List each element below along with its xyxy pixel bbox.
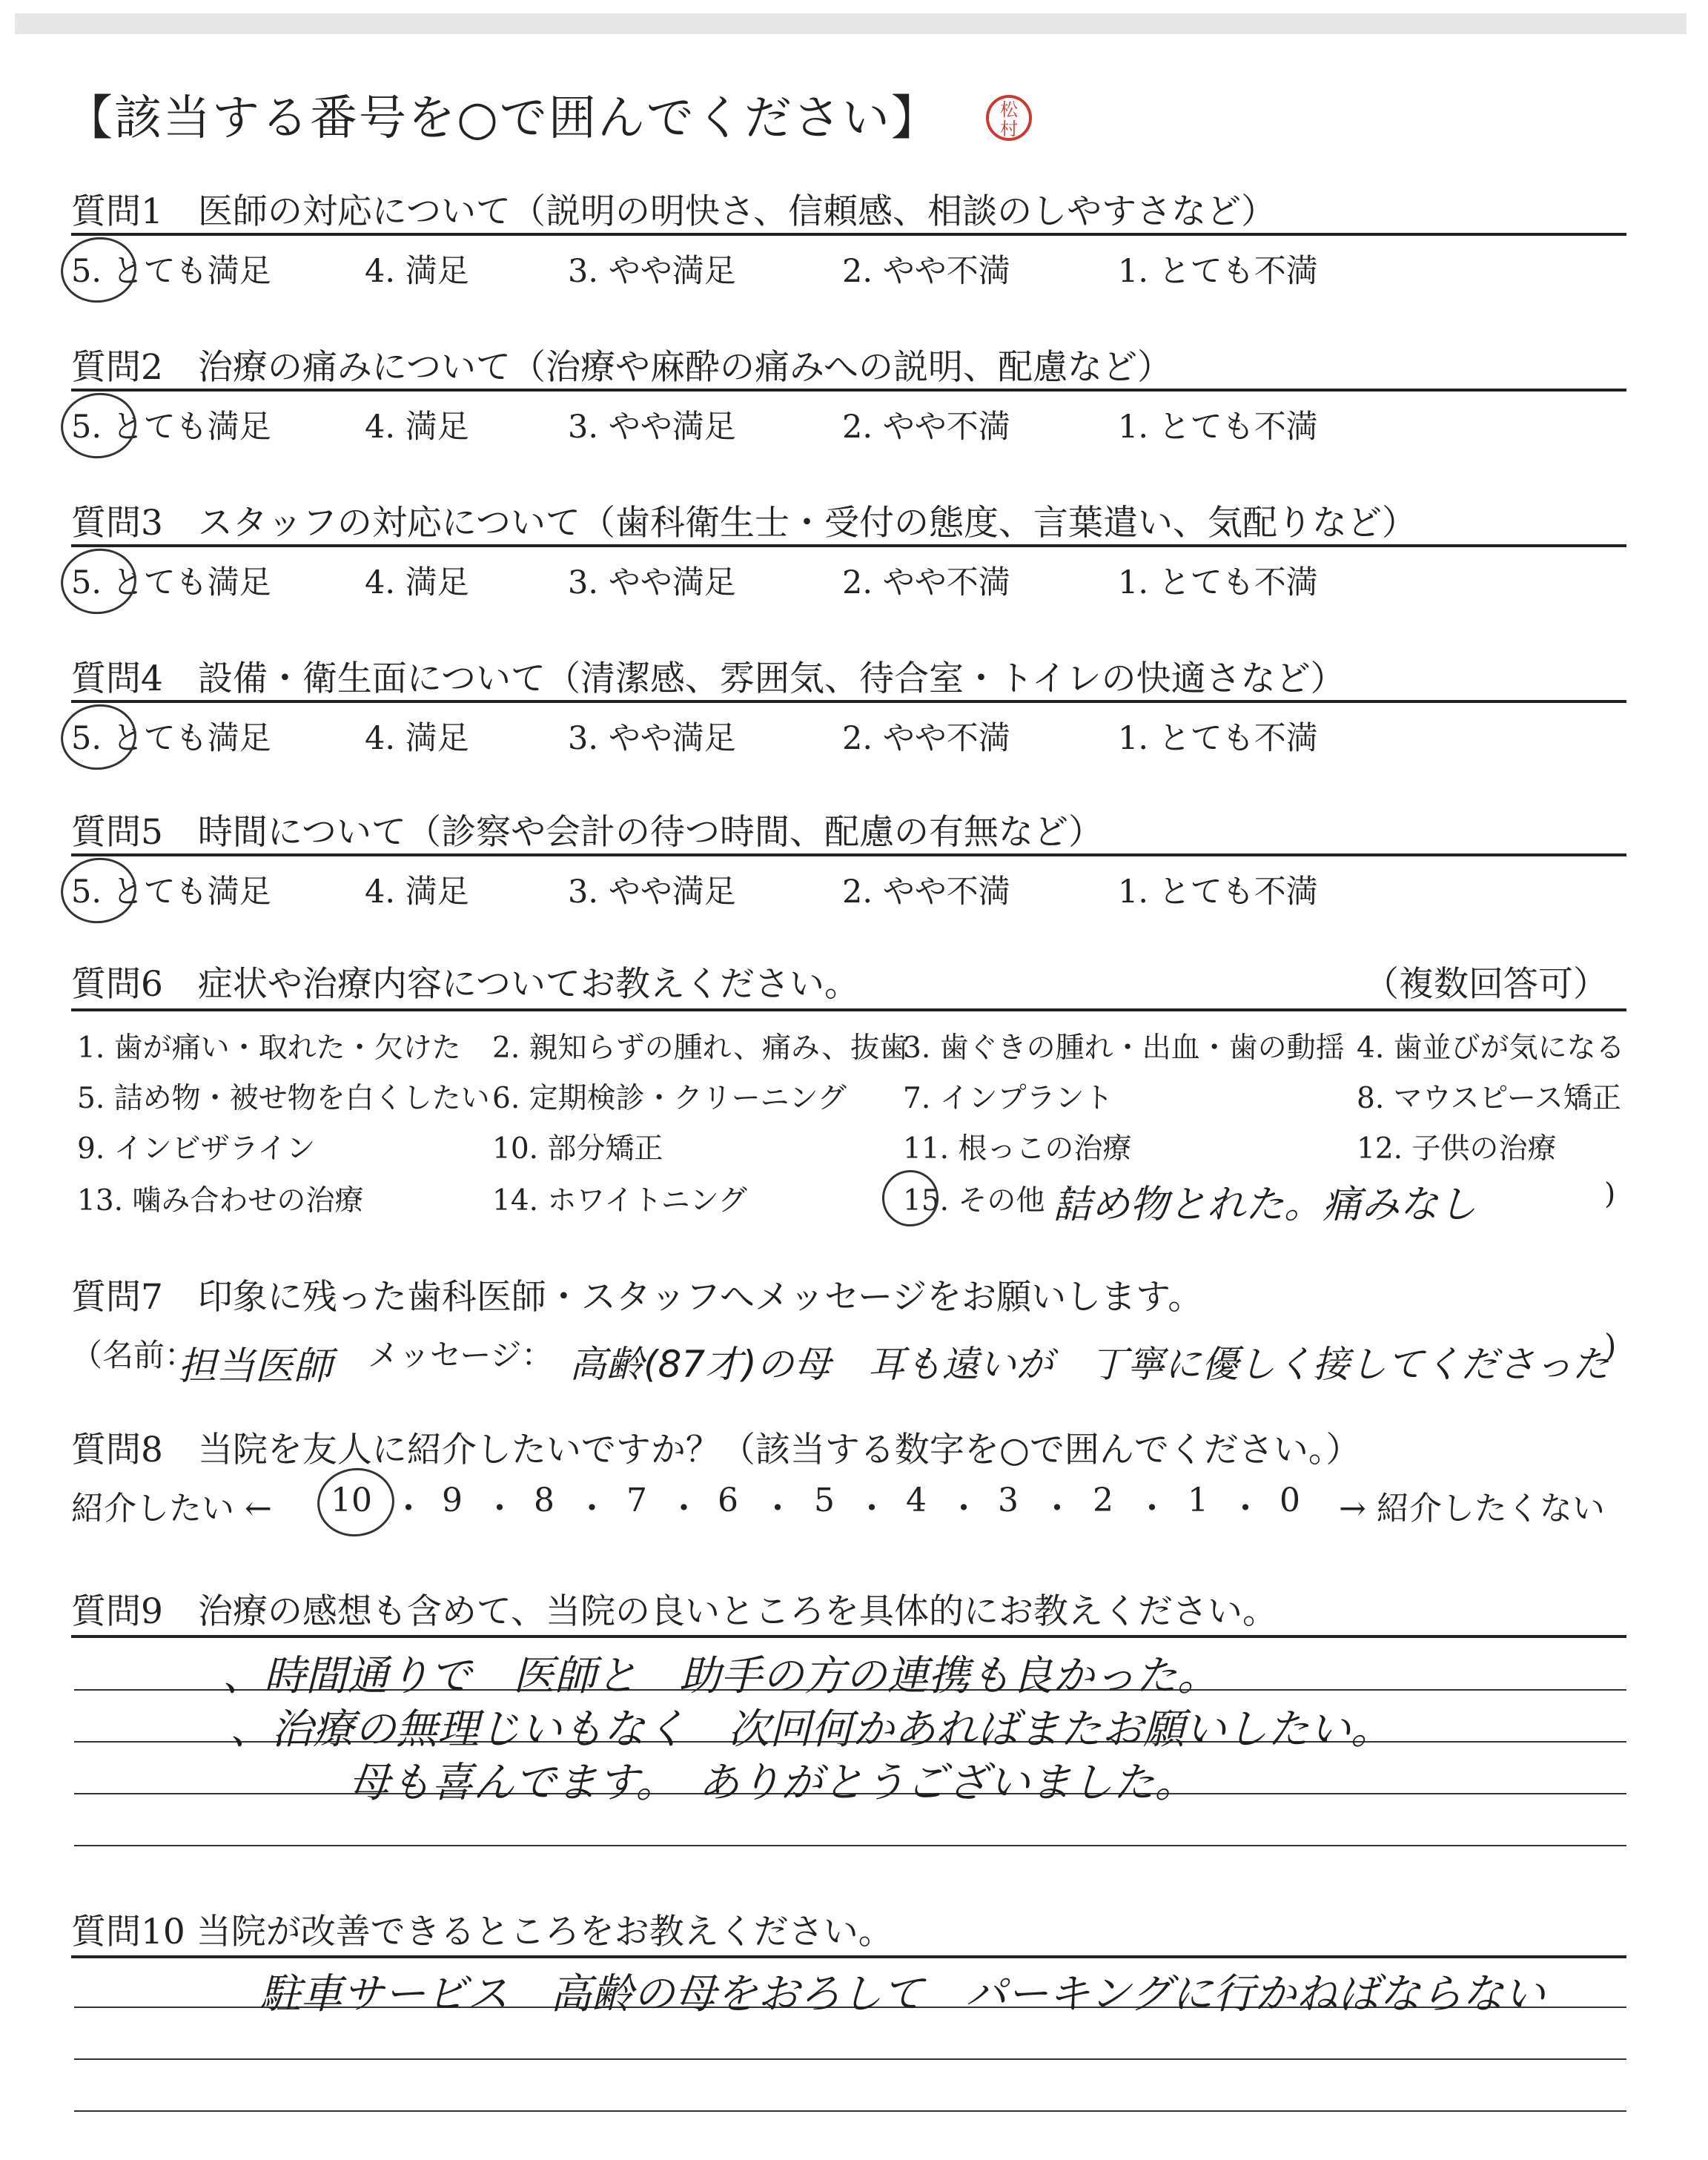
writing-line — [74, 2058, 1626, 2060]
multiple-answers-note: （複数回答可） — [1364, 964, 1608, 1005]
scan-top-edge — [15, 13, 1687, 34]
question-1-title: 質問1 医師の対応について（説明の明快さ、信頼感、相談のしやすさなど） — [71, 191, 1277, 232]
question-5-rule — [71, 853, 1626, 856]
seal-char-2: 村 — [1000, 119, 1018, 139]
question-8-title: 質問8 当院を友人に紹介したいですか？（該当する数字を○で囲んでください。） — [71, 1430, 1361, 1470]
recommend-score-0[interactable]: 0 — [1280, 1482, 1300, 1519]
symptom-option-9[interactable]: 9. インビザライン — [77, 1132, 316, 1166]
question-5-title: 質問5 時間について（診察や会計の待つ時間、配慮の有無など） — [71, 812, 1103, 853]
selection-circle-q8 — [313, 1463, 399, 1542]
question-3-rule — [71, 544, 1626, 547]
symptom-option-8[interactable]: 8. マウスピース矯正 — [1357, 1082, 1621, 1115]
scale-separator: ・ — [1229, 1490, 1262, 1527]
question-10-rule — [71, 1955, 1626, 1958]
comment-line-3: 母も喜んでます。 ありがとうございました。 — [348, 1759, 1196, 1807]
q4-option-3[interactable]: 3. やや満足 — [568, 720, 736, 757]
name-label: （名前： — [71, 1337, 196, 1373]
recommend-score-8[interactable]: 8 — [534, 1482, 555, 1519]
q2-option-4[interactable]: 4. 満足 — [365, 409, 469, 446]
symptom-option-15[interactable]: 15. その他（ — [903, 1184, 1074, 1218]
q4-option-4[interactable]: 4. 満足 — [365, 720, 469, 757]
selection-circle-q6 — [878, 1166, 942, 1230]
symptom-option-13[interactable]: 13. 噛み合わせの治療 — [77, 1184, 364, 1218]
recommend-score-2[interactable]: 2 — [1093, 1482, 1113, 1519]
selection-circle-q1 — [56, 232, 140, 307]
selection-circle-q4 — [56, 699, 140, 774]
question-3-title: 質問3 スタッフの対応について（歯科衛生士・受付の態度、言葉遣い、気配りなど） — [71, 503, 1417, 544]
other-close-paren: ) — [1604, 1178, 1616, 1211]
q1-option-2[interactable]: 2. やや不満 — [842, 253, 1010, 290]
question-2-title: 質問2 治療の痛みについて（治療や麻酔の痛みへの説明、配慮など） — [71, 347, 1173, 388]
scale-separator: ・ — [1136, 1490, 1168, 1527]
recommend-score-1[interactable]: 1 — [1188, 1482, 1208, 1519]
symptom-option-7[interactable]: 7. インプラント — [903, 1082, 1113, 1115]
q5-option-5[interactable]: 5. とても満足 — [71, 873, 271, 911]
symptom-option-11[interactable]: 11. 根っこの治療 — [903, 1132, 1132, 1166]
page-title: 【該当する番号を○で囲んでください】 — [65, 91, 940, 146]
question-7-title: 質問7 印象に残った歯科医師・スタッフへメッセージをお願いします。 — [71, 1277, 1203, 1318]
scale-separator: ・ — [1041, 1490, 1073, 1527]
scale-separator: ・ — [483, 1490, 516, 1527]
writing-line — [74, 2110, 1626, 2112]
symptom-option-4[interactable]: 4. 歯並びが気になる — [1357, 1031, 1625, 1065]
q3-option-2[interactable]: 2. やや不満 — [842, 564, 1010, 601]
selection-circle-q5 — [56, 853, 140, 928]
q5-option-4[interactable]: 4. 満足 — [365, 873, 469, 911]
q4-option-2[interactable]: 2. やや不満 — [842, 720, 1010, 757]
message-handwritten: 高齢(87才)の母 耳も遠いが 丁寧に優しく接してくださった — [569, 1343, 1609, 1386]
recommend-score-3[interactable]: 3 — [998, 1482, 1019, 1519]
q3-option-5[interactable]: 5. とても満足 — [71, 564, 271, 601]
q1-option-1[interactable]: 1. とても不満 — [1118, 253, 1318, 290]
writing-line — [74, 1845, 1626, 1846]
q4-option-5[interactable]: 5. とても満足 — [71, 720, 271, 757]
q5-option-1[interactable]: 1. とても不満 — [1118, 873, 1318, 911]
name-seal-stamp — [986, 95, 1032, 141]
q2-option-2[interactable]: 2. やや不満 — [842, 409, 1010, 446]
q3-option-1[interactable]: 1. とても不満 — [1118, 564, 1318, 601]
improvement-line-1: 駐車サービス 高齢の母をおろして パーキングに行かねばならない — [259, 1970, 1546, 2018]
symptom-option-5[interactable]: 5. 詰め物・被せ物を白くしたい — [77, 1082, 490, 1115]
recommend-score-9[interactable]: 9 — [442, 1482, 463, 1519]
recommend-score-4[interactable]: 4 — [906, 1482, 927, 1519]
seal-char-1: 松 — [1000, 99, 1018, 120]
q2-option-1[interactable]: 1. とても不満 — [1118, 409, 1318, 446]
q1-option-3[interactable]: 3. やや満足 — [568, 253, 736, 290]
q5-option-2[interactable]: 2. やや不満 — [842, 873, 1010, 911]
symptom-option-6[interactable]: 6. 定期検診・クリーニング — [492, 1082, 847, 1115]
recommend-score-6[interactable]: 6 — [718, 1482, 738, 1519]
q1-option-5[interactable]: 5. とても満足 — [71, 253, 271, 290]
scale-separator: ・ — [392, 1490, 425, 1527]
recommend-right-label: → 紹介したくない — [1339, 1490, 1605, 1527]
scale-separator: ・ — [575, 1490, 609, 1527]
scale-separator: ・ — [947, 1490, 980, 1527]
question-10-title: 質問10 当院が改善できるところをお教えください。 — [71, 1912, 893, 1952]
q3-option-4[interactable]: 4. 満足 — [365, 564, 469, 601]
symptom-option-1[interactable]: 1. 歯が痛い・取れた・欠けた — [77, 1031, 461, 1065]
question-6-title: 質問6 症状や治療内容についてお教えください。 — [71, 964, 859, 1005]
recommend-score-5[interactable]: 5 — [814, 1482, 835, 1519]
question-4-rule — [71, 700, 1626, 703]
other-handwritten-text: 詰め物とれた。痛みなし — [1053, 1183, 1477, 1227]
scale-separator: ・ — [761, 1490, 794, 1527]
symptom-option-14[interactable]: 14. ホワイトニング — [492, 1184, 747, 1218]
q1-option-4[interactable]: 4. 満足 — [365, 253, 469, 290]
comment-line-2: 、治療の無理じいもなく 次回何かあればまたお願いしたい。 — [230, 1705, 1392, 1754]
recommend-score-7[interactable]: 7 — [626, 1482, 647, 1519]
symptom-option-10[interactable]: 10. 部分矯正 — [492, 1132, 663, 1166]
selection-circle-q3 — [56, 544, 140, 618]
name-handwritten: 担当医師 — [178, 1344, 333, 1389]
question-9-rule — [71, 1635, 1626, 1638]
selection-circle-q2 — [56, 388, 140, 463]
question-9-title: 質問9 治療の感想も含めて、当院の良いところを具体的にお教えください。 — [71, 1591, 1277, 1632]
question-2-rule — [71, 389, 1626, 392]
message-close-paren: ) — [1604, 1327, 1617, 1364]
comment-line-1: 、時間通りで 医師と 助手の方の連携も良かった。 — [222, 1652, 1219, 1700]
symptom-option-2[interactable]: 2. 親知らずの腫れ、痛み、抜歯 — [492, 1031, 909, 1065]
q2-option-5[interactable]: 5. とても満足 — [71, 409, 271, 446]
q5-option-3[interactable]: 3. やや満足 — [568, 873, 736, 911]
symptom-option-12[interactable]: 12. 子供の治療 — [1357, 1132, 1557, 1166]
question-6-rule — [71, 1008, 1626, 1011]
question-1-rule — [71, 233, 1626, 236]
scale-separator: ・ — [855, 1490, 888, 1527]
recommend-score-10[interactable]: 10 — [331, 1482, 372, 1519]
question-4-title: 質問4 設備・衛生面について（清潔感、雰囲気、待合室・トイレの快適さなど） — [71, 658, 1345, 699]
q2-option-3[interactable]: 3. やや満足 — [568, 409, 736, 446]
q4-option-1[interactable]: 1. とても不満 — [1118, 720, 1318, 757]
q3-option-3[interactable]: 3. やや満足 — [568, 564, 736, 601]
message-label: メッセージ： — [368, 1337, 553, 1373]
symptom-option-3[interactable]: 3. 歯ぐきの腫れ・出血・歯の動揺 — [903, 1031, 1345, 1065]
recommend-left-label: 紹介したい ← — [71, 1490, 272, 1527]
scale-separator: ・ — [667, 1490, 701, 1527]
